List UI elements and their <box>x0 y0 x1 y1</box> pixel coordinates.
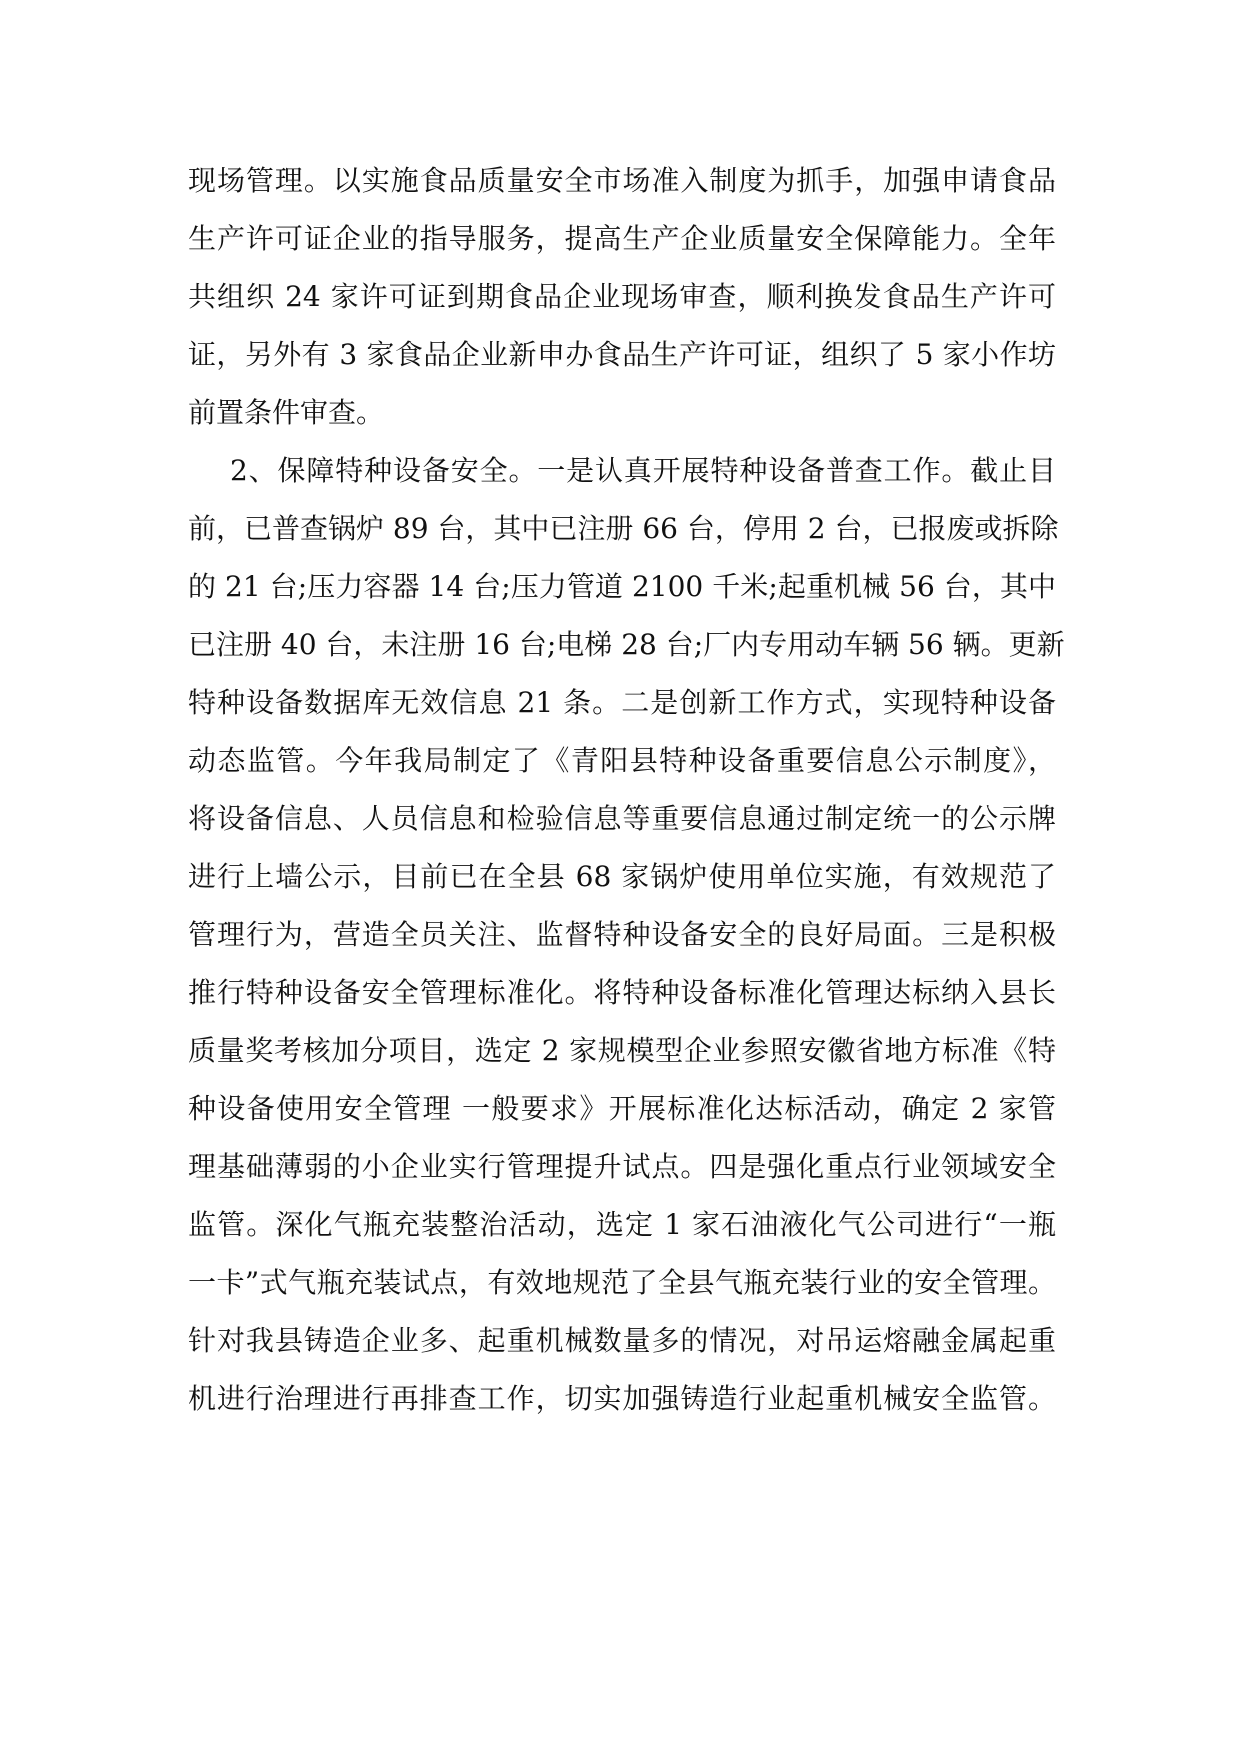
text-line: 的 21 台;压力容器 14 台;压力管道 2100 千米;起重机械 56 台，其中 <box>188 570 1056 603</box>
text-line: 2、保障特种设备安全。一是认真开展特种设备普查工作。截止目 <box>230 454 1056 487</box>
text-line: 一卡”式气瓶充装试点，有效地规范了全县气瓶充装行业的安全管理。 <box>188 1266 1056 1299</box>
text-line: 生产许可证企业的指导服务，提高生产企业质量安全保障能力。全年 <box>188 222 1056 255</box>
text-line: 特种设备数据库无效信息 21 条。二是创新工作方式，实现特种设备 <box>188 686 1056 719</box>
text-line: 机进行治理进行再排查工作，切实加强铸造行业起重机械安全监管。 <box>188 1382 1056 1415</box>
text-line: 已注册 40 台，未注册 16 台;电梯 28 台;厂内专用动车辆 56 辆。更新 <box>188 628 1065 661</box>
text-line: 质量奖考核加分项目，选定 2 家规模型企业参照安徽省地方标准《特 <box>188 1034 1056 1067</box>
text-line: 监管。深化气瓶充装整治活动，选定 1 家石油液化气公司进行“一瓶 <box>188 1208 1056 1241</box>
text-line: 进行上墙公示，目前已在全县 68 家锅炉使用单位实施，有效规范了 <box>188 860 1056 893</box>
text-line: 管理行为，营造全员关注、监督特种设备安全的良好局面。三是积极 <box>188 918 1056 951</box>
document-body <box>188 152 1065 1428</box>
text-line: 前，已普查锅炉 89 台，其中已注册 66 台，停用 2 台，已报废或拆除 <box>188 512 1059 545</box>
text-line: 针对我县铸造企业多、起重机械数量多的情况，对吊运熔融金属起重 <box>188 1324 1056 1357</box>
text-line: 推行特种设备安全管理标准化。将特种设备标准化管理达标纳入县长 <box>188 976 1056 1009</box>
text-line: 证，另外有 3 家食品企业新申办食品生产许可证，组织了 5 家小作坊 <box>188 338 1056 371</box>
text-line: 动态监管。今年我局制定了《青阳县特种设备重要信息公示制度》， <box>188 744 1056 777</box>
text-line: 共组织 24 家许可证到期食品企业现场审查，顺利换发食品生产许可 <box>188 280 1056 313</box>
text-line: 理基础薄弱的小企业实行管理提升试点。四是强化重点行业领域安全 <box>188 1150 1056 1183</box>
text-line: 前置条件审查。 <box>188 396 385 429</box>
text-line: 种设备使用安全管理 一般要求》开展标准化达标活动，确定 2 家管 <box>188 1092 1056 1125</box>
text-line: 现场管理。以实施食品质量安全市场准入制度为抓手，加强申请食品 <box>188 164 1056 197</box>
paragraph-special-equipment <box>188 442 1065 1428</box>
paragraph-food-licensing <box>188 152 1056 442</box>
text-line: 将设备信息、人员信息和检验信息等重要信息通过制定统一的公示牌 <box>188 802 1056 835</box>
